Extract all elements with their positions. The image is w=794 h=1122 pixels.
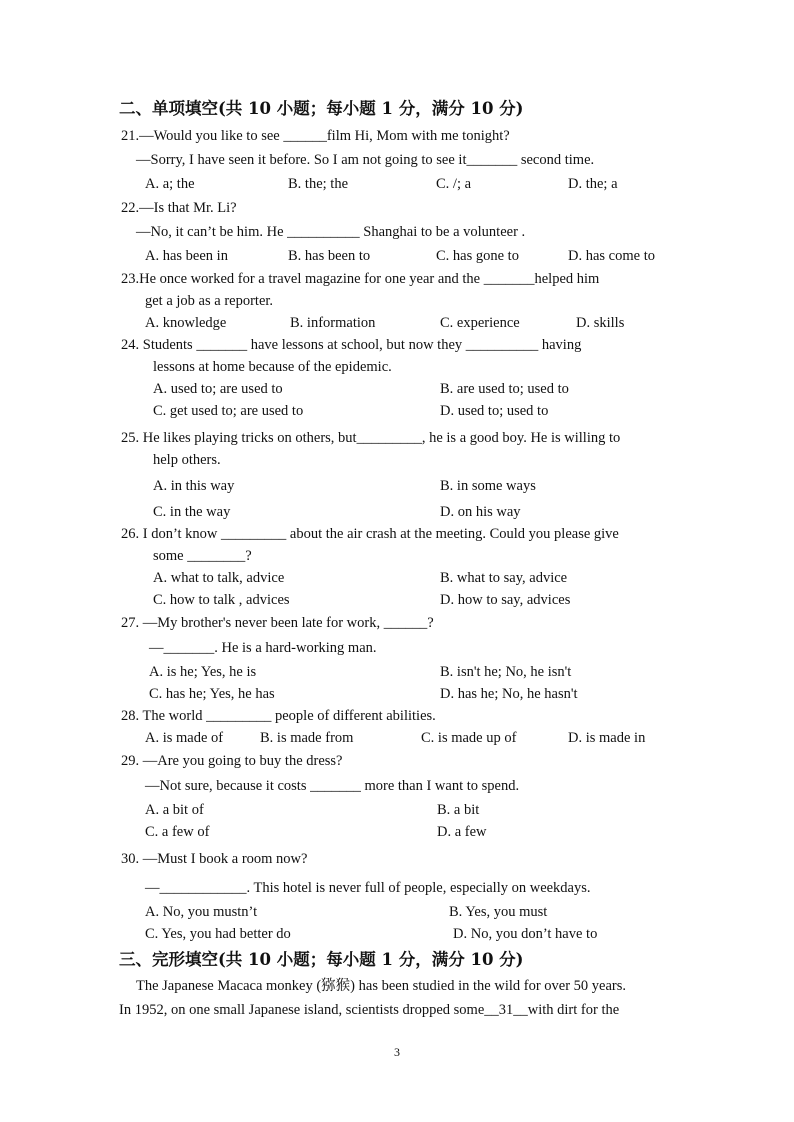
question-25-line-1: 25. He likes playing tricks on others, but_________, he is a good boy. He is willing to: [121, 430, 621, 446]
question-24-option-b: B. are used to; used to: [440, 381, 569, 397]
question-22-line-2: —No, it can’t be him. He __________ Shanghai to be a volunteer .: [136, 224, 526, 240]
question-28-option-b: B. is made from: [260, 730, 354, 746]
page-number: 3: [394, 1045, 400, 1059]
question-30-option-d: D. No, you don’t have to: [453, 926, 598, 942]
question-21-option-a: A. a; the: [145, 176, 195, 192]
question-21-line-1: 21.—Would you like to see ______film Hi, Mom with me tonight?: [121, 128, 510, 144]
question-28-option-a: A. is made of: [145, 730, 224, 746]
question-26-option-d: D. how to say, advices: [440, 592, 571, 608]
question-26-option-a: A. what to talk, advice: [153, 570, 285, 586]
question-30-option-a: A. No, you mustn’t: [145, 904, 258, 920]
question-26-line-2: some ________?: [153, 548, 252, 564]
question-26-option-b: B. what to say, advice: [440, 570, 568, 586]
question-29-line-1: 29. —Are you going to buy the dress?: [121, 753, 343, 769]
question-30-line-2: —____________. This hotel is never full of people, especially on weekdays.: [145, 880, 591, 896]
question-29-option-b: B. a bit: [437, 802, 480, 818]
question-27-option-d: D. has he; No, he hasn't: [440, 686, 578, 702]
question-22-option-d: D. has come to: [568, 248, 655, 264]
question-30-option-b: B. Yes, you must: [449, 904, 548, 920]
question-24-line-2: lessons at home because of the epidemic.: [153, 359, 392, 375]
question-21-option-d: D. the; a: [568, 176, 618, 192]
question-23-option-a: A. knowledge: [145, 315, 227, 331]
section-3-heading: 三、完形填空(共 10 小题；每小题 1 分，满分 10 分): [119, 950, 524, 969]
passage-line-2: In 1952, on one small Japanese island, scientists dropped some__31__with dirt for the: [119, 1002, 620, 1018]
question-24-option-a: A. used to; are used to: [153, 381, 283, 397]
question-24-option-d: D. used to; used to: [440, 403, 549, 419]
question-27-option-a: A. is he; Yes, he is: [149, 664, 257, 680]
question-24-option-c: C. get used to; are used to: [153, 403, 304, 419]
question-22-option-b: B. has been to: [288, 248, 371, 264]
section-2-heading: 二、单项填空(共 10 小题；每小题 1 分，满分 10 分): [119, 99, 524, 118]
question-21-option-b: B. the; the: [288, 176, 349, 192]
question-28-option-d: D. is made in: [568, 730, 646, 746]
question-23-option-d: D. skills: [576, 315, 625, 331]
question-21-option-c: C. /; a: [436, 176, 472, 192]
question-25-line-2: help others.: [153, 452, 221, 468]
question-25-option-b: B. in some ways: [440, 478, 536, 494]
question-21-line-2: —Sorry, I have seen it before. So I am not going to see it_______ second time.: [136, 152, 595, 168]
question-22-option-a: A. has been in: [145, 248, 228, 264]
question-24-line-1: 24. Students _______ have lessons at school, but now they __________ having: [121, 337, 582, 353]
question-27-option-c: C. has he; Yes, he has: [149, 686, 275, 702]
question-22-option-c: C. has gone to: [436, 248, 519, 264]
question-23-option-b: B. information: [290, 315, 376, 331]
question-26-line-1: 26. I don’t know _________ about the air crash at the meeting. Could you please give: [121, 526, 619, 542]
question-29-line-2: —Not sure, because it costs _______ more than I want to spend.: [145, 778, 520, 794]
question-22-line-1: 22.—Is that Mr. Li?: [121, 200, 237, 216]
question-30-line-1: 30. —Must I book a room now?: [121, 851, 308, 867]
question-27-line-1: 27. —My brother's never been late for work, ______?: [121, 615, 434, 631]
passage-line-1: The Japanese Macaca monkey (猕猴) has been studied in the wild for over 50 years.: [136, 978, 627, 994]
question-27-line-2: —_______. He is a hard-working man.: [149, 640, 377, 656]
question-23-option-c: C. experience: [440, 315, 520, 331]
question-25-option-a: A. in this way: [153, 478, 235, 494]
question-23-line-1: 23.He once worked for a travel magazine for one year and the _______helped him: [121, 271, 600, 287]
question-25-option-d: D. on his way: [440, 504, 521, 520]
question-29-option-d: D. a few: [437, 824, 487, 840]
question-25-option-c: C. in the way: [153, 504, 231, 520]
question-23-line-2: get a job as a reporter.: [145, 293, 274, 309]
question-29-option-c: C. a few of: [145, 824, 210, 840]
question-29-option-a: A. a bit of: [145, 802, 204, 818]
question-30-option-c: C. Yes, you had better do: [145, 926, 291, 942]
question-28-option-c: C. is made up of: [421, 730, 517, 746]
question-28-line-1: 28. The world _________ people of different abilities.: [121, 708, 436, 724]
question-26-option-c: C. how to talk , advices: [153, 592, 290, 608]
question-27-option-b: B. isn't he; No, he isn't: [440, 664, 572, 680]
